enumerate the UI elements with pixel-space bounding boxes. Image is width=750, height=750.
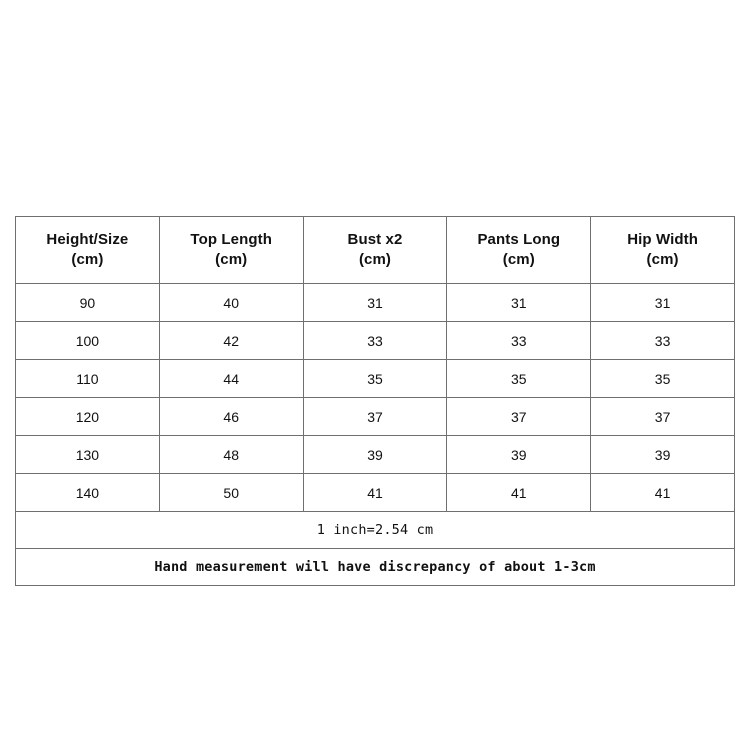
footer-row-conversion	[16, 512, 735, 549]
column-header-unit: (cm)	[71, 251, 104, 268]
cell-hip-width: 37	[591, 398, 735, 436]
cell-bust-x2: 37	[303, 398, 447, 436]
note-measurement-discrepancy: Hand measurement will have discrepancy of about 1-3cm	[16, 549, 735, 586]
column-header-label: Hip Width	[627, 230, 698, 248]
cell-bust-x2: 31	[303, 284, 447, 322]
column-header-height-size	[16, 217, 160, 284]
table-body	[16, 284, 735, 512]
cell-height-size: 90	[16, 284, 160, 322]
table-row	[16, 284, 735, 322]
cell-bust-x2: 41	[303, 474, 447, 512]
table-footer	[16, 512, 735, 586]
table-row	[16, 474, 735, 512]
column-header-label: Pants Long	[477, 230, 561, 248]
cell-top-length: 42	[159, 322, 303, 360]
column-header-pants-long	[447, 217, 591, 284]
cell-height-size: 130	[16, 436, 160, 474]
size-chart-table	[15, 216, 735, 586]
column-header-label: Bust x2	[347, 230, 403, 248]
cell-pants-long: 31	[447, 284, 591, 322]
cell-height-size: 140	[16, 474, 160, 512]
cell-hip-width: 33	[591, 322, 735, 360]
cell-bust-x2: 39	[303, 436, 447, 474]
cell-bust-x2: 35	[303, 360, 447, 398]
cell-hip-width: 31	[591, 284, 735, 322]
cell-height-size: 100	[16, 322, 160, 360]
cell-hip-width: 35	[591, 360, 735, 398]
column-header-top-length	[159, 217, 303, 284]
cell-top-length: 50	[159, 474, 303, 512]
column-header-unit: (cm)	[502, 251, 535, 268]
column-header-bust-x2	[303, 217, 447, 284]
table-row	[16, 360, 735, 398]
note-inch-conversion: 1 inch=2.54 cm	[16, 512, 735, 549]
cell-pants-long: 33	[447, 322, 591, 360]
column-header-unit: (cm)	[358, 251, 392, 268]
table-row	[16, 436, 735, 474]
cell-top-length: 40	[159, 284, 303, 322]
column-header-unit: (cm)	[646, 251, 679, 268]
table-header-row	[16, 217, 735, 284]
cell-top-length: 48	[159, 436, 303, 474]
cell-pants-long: 35	[447, 360, 591, 398]
cell-height-size: 110	[16, 360, 160, 398]
table-row	[16, 322, 735, 360]
cell-pants-long: 37	[447, 398, 591, 436]
cell-hip-width: 41	[591, 474, 735, 512]
column-header-unit: (cm)	[215, 251, 248, 268]
cell-top-length: 46	[159, 398, 303, 436]
footer-row-discrepancy	[16, 549, 735, 586]
column-header-label: Height/Size	[46, 230, 129, 248]
table-header	[16, 217, 735, 284]
cell-hip-width: 39	[591, 436, 735, 474]
cell-pants-long: 41	[447, 474, 591, 512]
column-header-hip-width	[591, 217, 735, 284]
column-header-label: Top Length	[190, 230, 272, 248]
cell-top-length: 44	[159, 360, 303, 398]
size-chart-container	[15, 216, 735, 586]
cell-pants-long: 39	[447, 436, 591, 474]
cell-bust-x2: 33	[303, 322, 447, 360]
table-row	[16, 398, 735, 436]
cell-height-size: 120	[16, 398, 160, 436]
